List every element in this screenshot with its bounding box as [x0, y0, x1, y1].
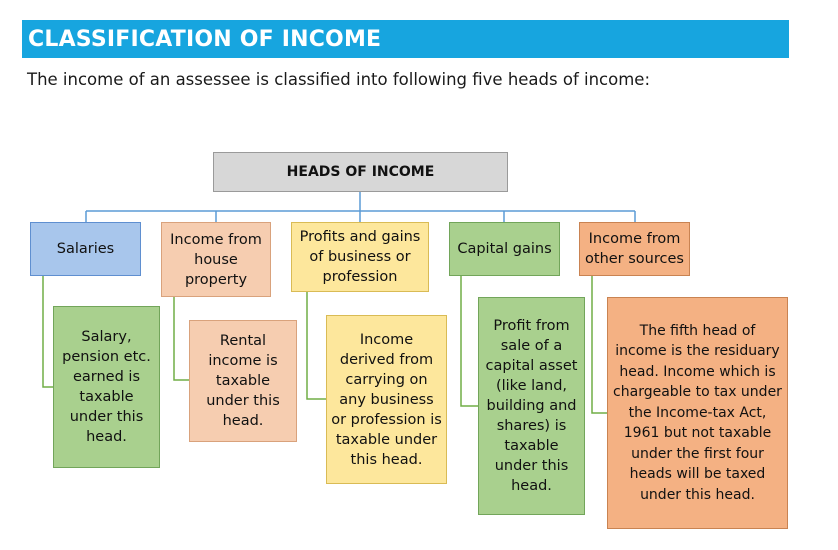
- detail-connector-2: [174, 297, 189, 380]
- detail-connector-4: [461, 276, 478, 406]
- detail-connector-1: [43, 276, 53, 387]
- intro-text: The income of an assessee is classified into following five heads of income:: [27, 70, 651, 89]
- head-other-sources: Income from other sources: [579, 222, 690, 276]
- head-house-property: Income from house property: [161, 222, 271, 297]
- head-salaries: Salaries: [30, 222, 141, 276]
- detail-house-property: Rental income is taxable under this head.: [189, 320, 297, 442]
- detail-connector-5: [592, 276, 607, 413]
- root-node: HEADS OF INCOME: [213, 152, 508, 192]
- head-business-profession: Profits and gains of business or profession: [291, 222, 429, 292]
- head-capital-gains: Capital gains: [449, 222, 560, 276]
- detail-business-profession: Income derived from carrying on any business or profession is taxable under this head.: [326, 315, 447, 484]
- detail-connector-3: [307, 292, 326, 399]
- detail-salaries: Salary, pension etc. earned is taxable under this head.: [53, 306, 160, 468]
- detail-other-sources: The fifth head of income is the residuary head. Income which is chargeable to tax under the Income-tax Act, 1961 but not taxable under the first four heads will be taxed under this head.: [607, 297, 788, 529]
- detail-capital-gains: Profit from sale of a capital asset (like land, building and shares) is taxable under this head.: [478, 297, 585, 515]
- page-title: CLASSIFICATION OF INCOME: [22, 20, 789, 58]
